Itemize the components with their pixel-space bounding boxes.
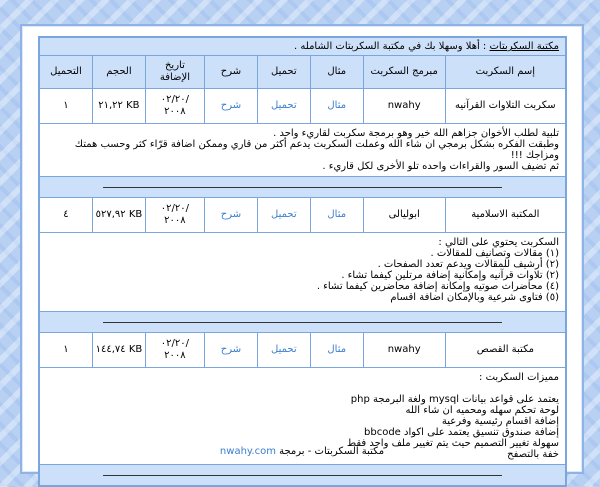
date-added: /٠٢/٢٠ ٢٠٠٨ xyxy=(145,333,204,368)
file-size: KB ٢١,٢٢ xyxy=(92,89,145,124)
script-name: مكتبة القصص xyxy=(445,333,565,368)
demo-link[interactable]: مثال xyxy=(327,209,347,220)
script-name: المكتبة الاسلامية xyxy=(445,198,565,233)
footer-text: مكتبة السكربتات - برمجة xyxy=(275,446,385,457)
scripts-table xyxy=(39,37,566,486)
table-row xyxy=(40,198,566,233)
table-row xyxy=(40,89,566,124)
download-link[interactable]: تحميل xyxy=(271,100,297,111)
description-line: (١) مقالات وتصانيف للمقالات . xyxy=(430,248,559,259)
download-link[interactable]: تحميل xyxy=(271,344,297,355)
table-row xyxy=(40,333,566,368)
description-line: خفة بالتصفح xyxy=(507,449,559,460)
description-spacer xyxy=(46,383,559,394)
description-line: (٢) تلاوات قرآنيه وإمكانية إضافة مرتلين كيفما تشاء . xyxy=(341,270,559,281)
footer xyxy=(22,446,582,457)
explain-link[interactable]: شرح xyxy=(220,100,242,111)
separator-line xyxy=(103,187,502,188)
download-count: ٤ xyxy=(40,198,93,233)
col-date-added: تاريخ الإضافة xyxy=(145,56,204,89)
description-line: وطبقت الفكره بشكل برمجي ان شاء الله وعملت السكربت يدعم أكثر من قاري وممكن اضافة قرّاء كثر وحسب همتك ومزاجك !!! xyxy=(74,139,559,161)
description-line: يعتمد على قواعد بيانات mysql ولغة البرمجة php xyxy=(350,394,559,405)
welcome-bar xyxy=(40,38,566,56)
col-script-name: إسم السكربت xyxy=(445,56,565,89)
col-size: الحجم xyxy=(92,56,145,89)
description-line: لوحة تحكم سهله ومحميه ان شاء الله xyxy=(405,405,559,416)
scripts-library-panel xyxy=(38,36,567,487)
file-size: KB ١٤٤,٧٤ xyxy=(92,333,145,368)
date-added: /٠٢/٢٠ ٢٠٠٨ xyxy=(145,198,204,233)
col-download: تحميل xyxy=(257,56,310,89)
date-added: /٠٢/٢٠ ٢٠٠٨ xyxy=(145,89,204,124)
script-description xyxy=(40,124,566,177)
row-separator xyxy=(40,465,566,486)
description-line: سهولة تغيير التصميم حيث يتم تغيير ملف واحد فقط xyxy=(346,438,559,449)
col-author: مبرمج السكربت xyxy=(363,56,445,89)
footer-site-link[interactable]: nwahy.com xyxy=(219,446,276,457)
description-line: مميزات السكربت : xyxy=(479,372,559,383)
script-name: سكربت التلاوات القرآنيه xyxy=(445,89,565,124)
description-line: تلبية لطلب الأخوان جزاهم الله خير وهو برمجة سكربت لقاريء واحد . xyxy=(273,128,559,139)
explain-link[interactable]: شرح xyxy=(220,209,242,220)
download-link[interactable]: تحميل xyxy=(271,209,297,220)
description-line: (٥) فتاوى شرعية وبالإمكان اضافة اقسام xyxy=(390,292,559,303)
download-count: ١ xyxy=(40,333,93,368)
explain-link[interactable]: شرح xyxy=(220,344,242,355)
script-author: nwahy xyxy=(363,89,445,124)
description-line: السكربت يحتوي على التالي : xyxy=(438,237,559,248)
welcome-text: : أهلا وسهلا بك في مكتبة السكربتات الشامله . xyxy=(294,41,490,52)
description-line: (٢) أرشيف للمقالات ويدعم تعدد الصفحات . xyxy=(377,259,559,270)
demo-link[interactable]: مثال xyxy=(327,100,347,111)
file-size: KB ٥٢٧,٩٢ xyxy=(92,198,145,233)
download-count: ١ xyxy=(40,89,93,124)
script-author: nwahy xyxy=(363,333,445,368)
separator-line xyxy=(103,475,502,476)
description-line: إضافة صندوق تنسيق يعتمد على اكواد bbcode xyxy=(364,427,559,438)
description-line: إضافة اقسام رئيسية وفرعية xyxy=(441,416,559,427)
row-separator xyxy=(40,312,566,333)
col-demo: مثال xyxy=(310,56,363,89)
page-frame xyxy=(20,24,584,474)
library-link[interactable]: مكتبة السكربتات xyxy=(489,41,559,52)
script-author: ابوليالى xyxy=(363,198,445,233)
script-description xyxy=(40,233,566,312)
demo-link[interactable]: مثال xyxy=(327,344,347,355)
col-downloads: التحميل xyxy=(40,56,93,89)
row-separator xyxy=(40,177,566,198)
col-explain: شرح xyxy=(204,56,257,89)
description-line: (٤) محاضرات صوتيه وإمكانة إضافة محاضرين كيفما تشاء . xyxy=(316,281,559,292)
separator-line xyxy=(103,322,502,323)
description-line: ثم تضيف السور والقراءات واحده تلو الأخرى لكل قاريء . xyxy=(322,161,559,172)
table-header xyxy=(40,56,566,89)
